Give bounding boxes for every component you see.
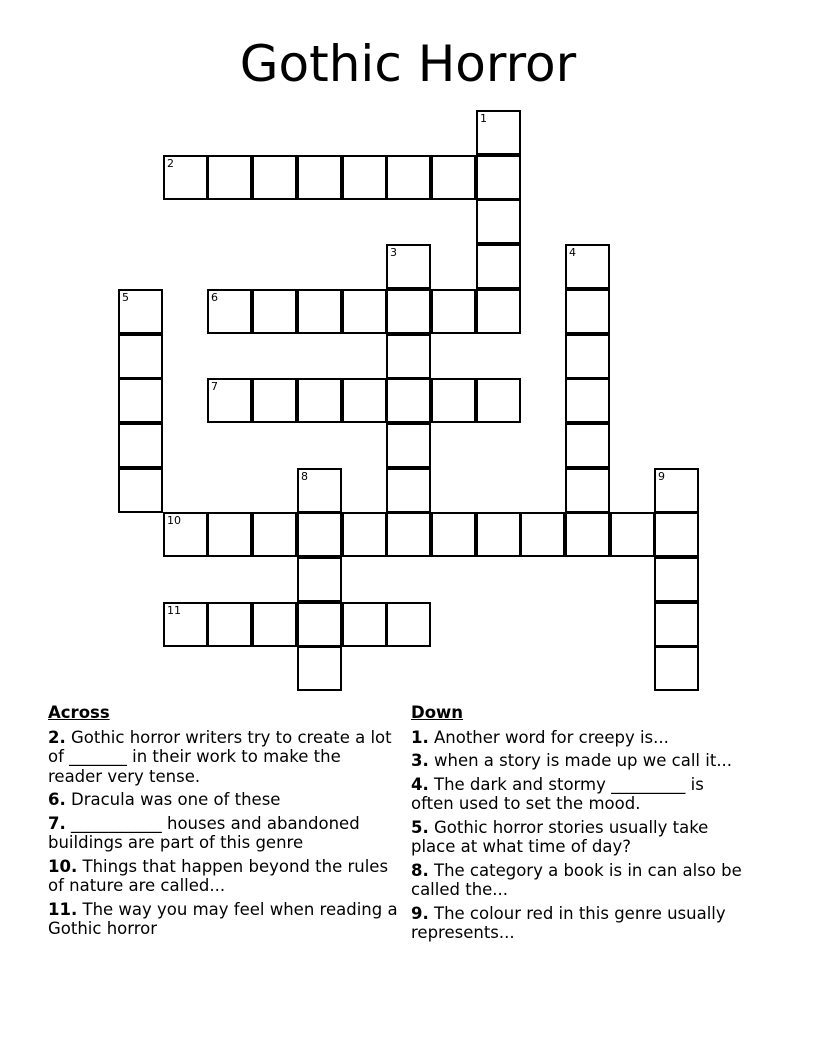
clue-number: 6. bbox=[48, 790, 66, 809]
clue-down-5 bbox=[411, 818, 751, 857]
grid-cell[interactable] bbox=[207, 512, 252, 557]
grid-cell[interactable] bbox=[565, 244, 610, 289]
clue-text: The colour red in this genre usually represents... bbox=[411, 903, 726, 942]
cell-number: 4 bbox=[569, 246, 576, 259]
clue-text: The way you may feel when reading a Gothic horror bbox=[48, 899, 398, 938]
clue-across-10 bbox=[48, 857, 398, 896]
grid-cell[interactable] bbox=[431, 289, 476, 334]
grid-cell[interactable] bbox=[207, 289, 252, 334]
grid-cell[interactable] bbox=[565, 423, 610, 468]
grid-cell[interactable] bbox=[565, 289, 610, 334]
grid-cell[interactable] bbox=[565, 512, 610, 557]
grid-cell[interactable] bbox=[342, 378, 387, 423]
clue-down-8 bbox=[411, 861, 751, 900]
grid-cell[interactable] bbox=[565, 468, 610, 513]
grid-cell[interactable] bbox=[252, 155, 297, 200]
grid-cell[interactable] bbox=[565, 378, 610, 423]
grid-cell[interactable] bbox=[654, 468, 699, 513]
cell-number: 2 bbox=[167, 157, 174, 170]
grid-cell[interactable] bbox=[297, 557, 342, 602]
grid-cell[interactable] bbox=[252, 602, 297, 647]
clue-number: 1. bbox=[411, 727, 429, 747]
grid-cell[interactable] bbox=[386, 423, 431, 468]
grid-cell[interactable] bbox=[476, 289, 521, 334]
clue-text: Things that happen beyond the rules of nature are called... bbox=[48, 856, 389, 895]
grid-cell[interactable] bbox=[118, 378, 163, 423]
cell-number: 3 bbox=[390, 246, 397, 259]
grid-cell[interactable] bbox=[654, 512, 699, 557]
grid-cell[interactable] bbox=[207, 602, 252, 647]
grid-cell[interactable] bbox=[386, 289, 431, 334]
clue-across-11 bbox=[48, 900, 398, 939]
grid-cell[interactable] bbox=[654, 557, 699, 602]
grid-cell[interactable] bbox=[342, 602, 387, 647]
clue-down-4 bbox=[411, 775, 751, 814]
clue-number: 7. bbox=[48, 813, 66, 833]
grid-cell[interactable] bbox=[163, 155, 208, 200]
grid-cell[interactable] bbox=[520, 512, 565, 557]
clue-down-3 bbox=[411, 751, 751, 771]
across-clues bbox=[48, 703, 398, 943]
grid-cell[interactable] bbox=[207, 155, 252, 200]
down-heading: Down bbox=[411, 703, 464, 722]
grid-cell[interactable] bbox=[342, 512, 387, 557]
puzzle-title: Gothic Horror bbox=[239, 35, 577, 93]
grid-cell[interactable] bbox=[118, 334, 163, 379]
clue-text: Another word for creepy is... bbox=[434, 727, 669, 747]
grid-cell[interactable] bbox=[476, 199, 521, 244]
grid-cell[interactable] bbox=[297, 512, 342, 557]
grid-cell[interactable] bbox=[386, 378, 431, 423]
clue-down-9 bbox=[411, 904, 751, 943]
grid-cell[interactable] bbox=[476, 155, 521, 200]
grid-cell[interactable] bbox=[476, 110, 521, 155]
cell-number: 9 bbox=[658, 470, 665, 483]
clue-number: 8. bbox=[411, 860, 429, 880]
grid-cell[interactable] bbox=[386, 244, 431, 289]
clue-across-2 bbox=[48, 728, 398, 787]
cell-number: 10 bbox=[167, 514, 181, 527]
grid-cell[interactable] bbox=[252, 512, 297, 557]
grid-cell[interactable] bbox=[654, 602, 699, 647]
clue-text: Dracula was one of these bbox=[71, 790, 281, 809]
grid-cell[interactable] bbox=[476, 244, 521, 289]
clue-number: 11. bbox=[48, 899, 78, 919]
grid-cell[interactable] bbox=[252, 378, 297, 423]
grid-cell[interactable] bbox=[431, 378, 476, 423]
grid-cell[interactable] bbox=[476, 512, 521, 557]
cell-number: 7 bbox=[211, 380, 218, 393]
clue-text: The category a book is in can also be called the... bbox=[411, 860, 742, 899]
grid-cell[interactable] bbox=[297, 289, 342, 334]
across-heading: Across bbox=[48, 703, 110, 722]
grid-cell[interactable] bbox=[297, 155, 342, 200]
clue-down-1 bbox=[411, 728, 751, 748]
grid-cell[interactable] bbox=[431, 512, 476, 557]
down-clues bbox=[411, 703, 751, 947]
grid-cell[interactable] bbox=[342, 289, 387, 334]
grid-cell[interactable] bbox=[118, 468, 163, 513]
clue-text: The dark and stormy _________ is often used to set the mood. bbox=[411, 774, 704, 813]
grid-cell[interactable] bbox=[431, 155, 476, 200]
clue-text: when a story is made up we call it... bbox=[434, 751, 733, 770]
clue-text: ___________ houses and abandoned buildings are part of this genre bbox=[48, 813, 360, 852]
grid-cell[interactable] bbox=[118, 289, 163, 334]
clue-across-6 bbox=[48, 790, 398, 810]
grid-cell[interactable] bbox=[476, 378, 521, 423]
grid-cell[interactable] bbox=[386, 468, 431, 513]
cell-number: 5 bbox=[122, 291, 129, 304]
grid-cell[interactable] bbox=[386, 602, 431, 647]
grid-cell[interactable] bbox=[386, 155, 431, 200]
clue-number: 2. bbox=[48, 727, 66, 747]
clue-number: 10. bbox=[48, 856, 78, 876]
cell-number: 11 bbox=[167, 604, 181, 617]
clue-number: 5. bbox=[411, 817, 429, 837]
grid-cell[interactable] bbox=[342, 155, 387, 200]
clue-across-7 bbox=[48, 814, 398, 853]
grid-cell[interactable] bbox=[163, 512, 208, 557]
grid-cell[interactable] bbox=[386, 512, 431, 557]
clue-text: Gothic horror writers try to create a lot of _______ in their work to make the reader very tense. bbox=[48, 727, 392, 786]
grid-cell[interactable] bbox=[118, 423, 163, 468]
grid-cell[interactable] bbox=[252, 289, 297, 334]
clue-number: 3. bbox=[411, 751, 429, 770]
cell-number: 6 bbox=[211, 291, 218, 304]
grid-cell[interactable] bbox=[654, 646, 699, 691]
clue-number: 4. bbox=[411, 774, 429, 794]
clue-text: Gothic horror stories usually take place at what time of day? bbox=[411, 817, 709, 856]
grid-cell[interactable] bbox=[163, 602, 208, 647]
grid-cell[interactable] bbox=[565, 334, 610, 379]
grid-cell[interactable] bbox=[297, 468, 342, 513]
cell-number: 8 bbox=[301, 470, 308, 483]
grid-cell[interactable] bbox=[386, 334, 431, 379]
grid-cell[interactable] bbox=[297, 646, 342, 691]
cell-number: 1 bbox=[480, 112, 487, 125]
grid-cell[interactable] bbox=[297, 602, 342, 647]
grid-cell[interactable] bbox=[297, 378, 342, 423]
clue-number: 9. bbox=[411, 903, 429, 923]
grid-cell[interactable] bbox=[610, 512, 655, 557]
grid-cell[interactable] bbox=[207, 378, 252, 423]
